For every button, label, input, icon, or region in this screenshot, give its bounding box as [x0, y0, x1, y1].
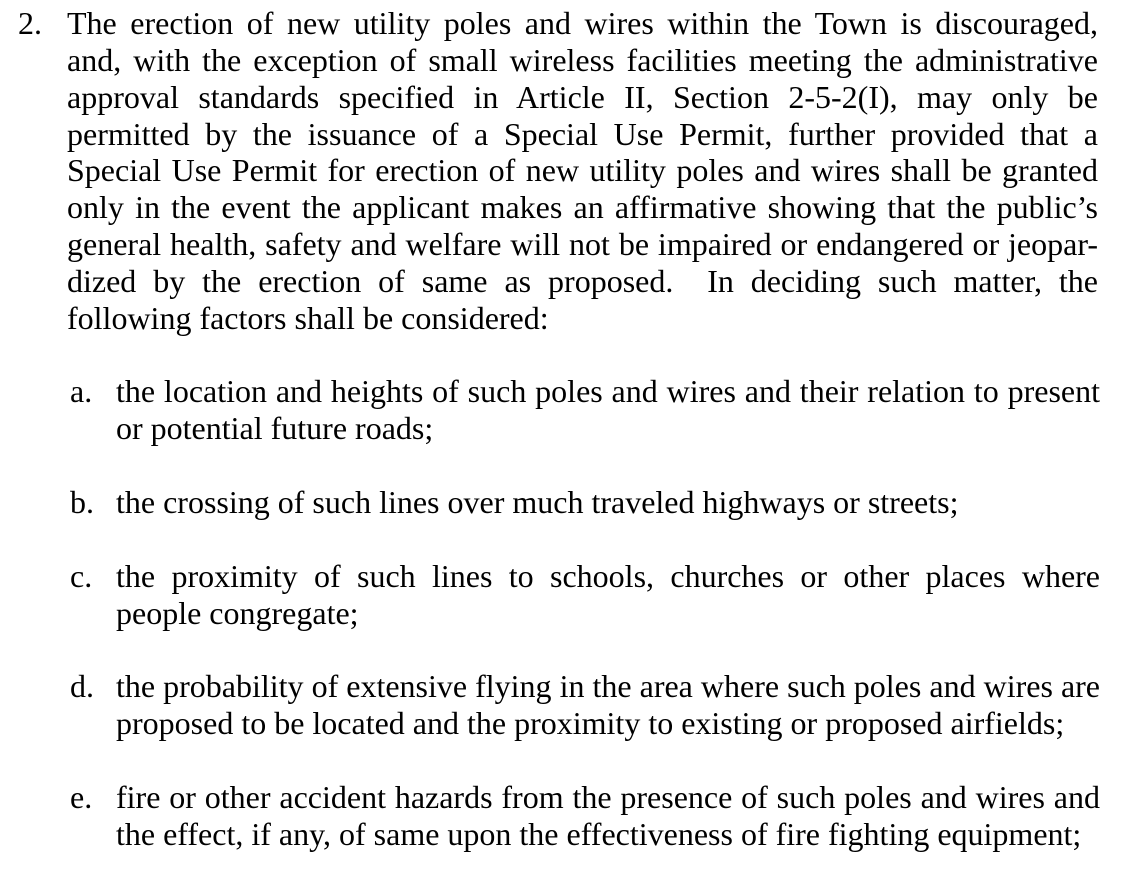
text-line: The erection of new utility poles and wires within the Town is discouraged, [67, 5, 1098, 41]
sub-item-a [0, 373, 1136, 447]
sub-item-text [116, 779, 1100, 853]
sub-items-list [0, 373, 1136, 852]
text-line: following factors shall be considered: [67, 299, 549, 336]
item-2-paragraph [67, 5, 1098, 337]
sub-item-text [116, 484, 1100, 521]
sub-item-label: d. [70, 668, 94, 705]
sub-item-d [0, 668, 1136, 742]
ordinance-item-2 [0, 5, 1136, 337]
text-line: permitted by the issuance of a Special Use Permit, further provided that a [67, 115, 1098, 152]
sub-item-text [116, 668, 1100, 742]
sub-item-e [0, 779, 1136, 853]
text-line: general health, safety and welfare will not be impaired or endangered or jeopar- [67, 226, 1098, 263]
sub-item-label: a. [70, 373, 93, 410]
text-line: the crossing of such lines over much traveled highways or streets; [116, 483, 959, 520]
text-line: and, with the exception of small wireless facilities meeting the administrative [67, 41, 1098, 78]
sub-item-text [116, 558, 1100, 632]
text-line: or potential future roads; [116, 410, 434, 447]
text-line: the proximity of such lines to schools, churches or other places where [116, 557, 1100, 594]
sub-item-label: b. [70, 483, 94, 520]
sub-item-text [116, 373, 1100, 447]
sub-item-b [0, 484, 1136, 521]
sub-item-label: c. [70, 557, 93, 594]
text-line: approval standards specified in Article II, Section 2-5-2(I), may only be [67, 78, 1098, 115]
text-line: the effect, if any, of same upon the effectiveness of fire fighting equipment; [116, 815, 1082, 852]
text-line: the probability of extensive flying in the area where such poles and wires are [116, 668, 1100, 705]
item-2-number: 2. [18, 5, 42, 41]
text-line: fire or other accident hazards from the presence of such poles and wires and [116, 778, 1100, 815]
sub-item-label: e. [70, 778, 93, 815]
sub-item-c [0, 558, 1136, 632]
text-line: Special Use Permit for erection of new utility poles and wires shall be granted [67, 152, 1098, 189]
text-line: only in the event the applicant makes an affirmative showing that the public’s [67, 189, 1098, 226]
text-line: dized by the erection of same as proposed. In deciding such matter, the [67, 262, 1098, 299]
text-line: proposed to be located and the proximity to existing or proposed airfields; [116, 705, 1065, 742]
text-line: the location and heights of such poles and wires and their relation to present [116, 373, 1100, 410]
text-line: people congregate; [116, 594, 359, 631]
